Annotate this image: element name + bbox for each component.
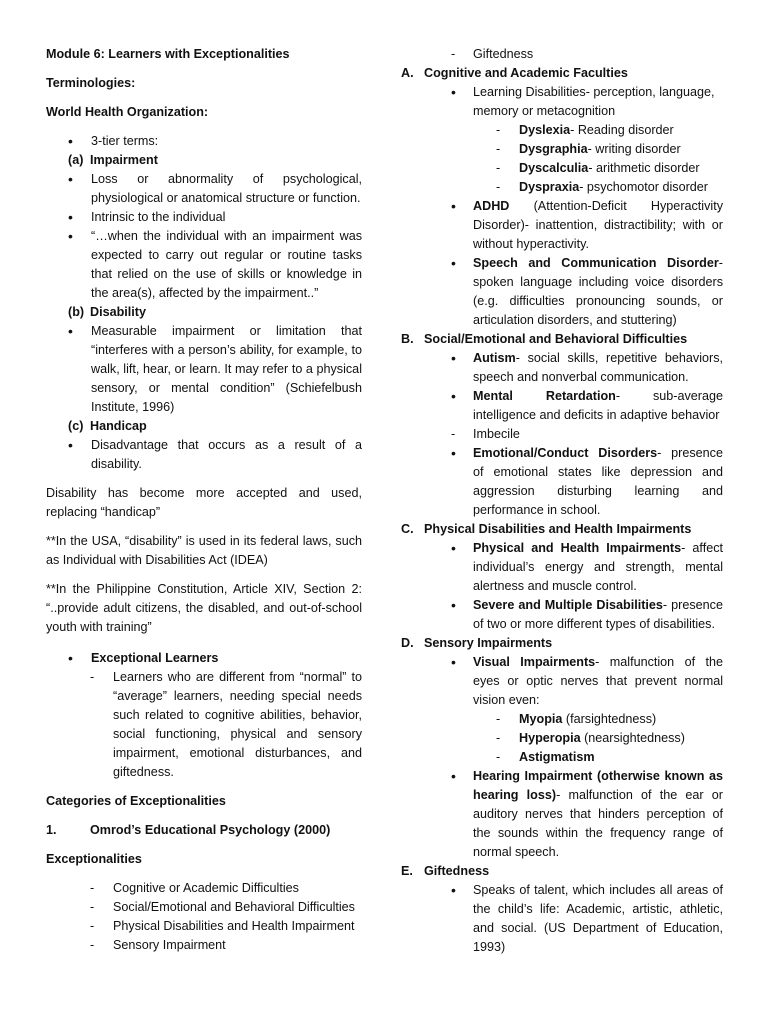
omrod-heading: 1. Omrod’s Educational Psychology (2000) xyxy=(46,823,331,837)
impairment-heading: (a) Impairment xyxy=(68,153,158,167)
list-item: • Loss or abnormality of psychological, physiological or anatomical structure or function. xyxy=(68,171,362,205)
list-item: - Dyslexia- Reading disorder xyxy=(496,123,674,137)
section-b-heading: B. Social/Emotional and Behavioral Difficulties xyxy=(401,332,688,346)
handicap-heading: (c) Handicap xyxy=(68,419,147,433)
list-item: • Speaks of talent, which includes all areas of the child’s life: Academic, artistic, athletic, and social. (US Department of Education, 1993) xyxy=(451,882,723,954)
list-item: - Physical Disabilities and Health Impairment xyxy=(90,919,355,933)
list-item: - Dyscalculia- arithmetic disorder xyxy=(496,161,700,175)
exceptional-learners-item: • Exceptional Learners xyxy=(68,650,219,666)
disability-heading: (b) Disability xyxy=(68,305,146,319)
section-d-heading: D. Sensory Impairments xyxy=(401,636,553,650)
exceptionalities-heading: Exceptionalities xyxy=(46,852,142,866)
list-item: • Hearing Impairment (otherwise known as hearing loss)- malfunction of the ear or auditory nerves that hinders perception of the sounds within the frequency range of normal speech. xyxy=(451,768,724,859)
list-item: • Mental Retardation- sub-average intelligence and deficits in adaptive behavior xyxy=(451,388,723,422)
list-item: - Social/Emotional and Behavioral Difficulties xyxy=(90,900,355,914)
module-title: Module 6: Learners with Exceptionalities xyxy=(46,47,290,61)
paragraph: **In the USA, “disability” is used in its federal laws, such as Individual with Disabilities Act (IDEA) xyxy=(46,534,362,567)
who-heading: World Health Organization: xyxy=(46,105,209,119)
list-item: • ADHD (Attention-Deficit Hyperactivity Disorder)- inattention, distractibility; with or without hyperactivity. xyxy=(451,198,723,251)
section-e-heading: E. Giftedness xyxy=(401,864,490,878)
list-item: • Severe and Multiple Disabilities- presence of two or more different types of disabilities. xyxy=(451,597,723,631)
list-item: - Sensory Impairment xyxy=(90,938,226,952)
list-item: • Speech and Communication Disorder- spoken language including voice disorders (e.g. difficulties pronouncing sounds, or articulation disorders, and stuttering) xyxy=(451,255,723,327)
list-item: • Disadvantage that occurs as a result of a disability. xyxy=(68,437,362,471)
section-a-heading: A. Cognitive and Academic Faculties xyxy=(401,66,628,80)
list-item: - Cognitive or Academic Difficulties xyxy=(90,881,299,895)
right-column xyxy=(401,45,724,957)
tier-item: • 3-tier terms: xyxy=(68,133,159,149)
list-item: • Physical and Health Impairments- affect individual’s energy and strength, mental alertness and muscle control. xyxy=(451,540,723,593)
list-item: • Autism- social skills, repetitive behaviors, speech and nonverbal communication. xyxy=(451,350,723,384)
section-c-heading: C. Physical Disabilities and Health Impairments xyxy=(401,522,692,536)
list-item: - Dysgraphia- writing disorder xyxy=(496,142,681,156)
list-item: - Hyperopia (nearsightedness) xyxy=(496,731,685,745)
list-item: - Dyspraxia- psychomotor disorder xyxy=(496,180,709,194)
list-item: • “…when the individual with an impairment was expected to carry out regular or routine tasks that relied on the use of skills or knowledge in the area(s), affected by the impairment..” xyxy=(68,228,362,300)
list-item: • Measurable impairment or limitation that “interferes with a person’s ability, for example, to walk, lift, hear, or learn. It may refer to a physical sensory, or mental condition” (Schiefelbush Institute, 1996) xyxy=(68,323,362,414)
list-item: • Visual Impairments- malfunction of the eyes or optic nerves that prevent normal vision even: xyxy=(451,654,723,707)
list-item: • Intrinsic to the individual xyxy=(68,209,226,225)
paragraph: Disability has become more accepted and used, replacing “handicap” xyxy=(46,486,362,519)
list-item: - Giftedness xyxy=(451,47,534,61)
list-item: - Imbecile xyxy=(451,427,520,441)
left-column xyxy=(46,45,362,955)
terminologies-heading: Terminologies: xyxy=(46,76,136,90)
list-item: - Myopia (farsightedness) xyxy=(496,712,657,726)
list-item: • Emotional/Conduct Disorders- presence of emotional states like depression and aggression disturbing learning and performance in school. xyxy=(451,445,723,517)
paragraph: **In the Philippine Constitution, Article XIV, Section 2: “..provide adult citizens, the disabled, and out-of-school youth with training” xyxy=(46,582,362,634)
categories-heading: Categories of Exceptionalities xyxy=(46,794,226,808)
list-item: • Learning Disabilities- perception, language, memory or metacognition xyxy=(451,84,715,118)
list-item: - Learners who are different from “normal” to “average” learners, needing special needs such related to cognitive abilities, behavior, social functioning, physical and sensory impairment, emotional disturbances, and giftedness. xyxy=(90,670,362,779)
list-item: - Astigmatism xyxy=(496,750,595,764)
